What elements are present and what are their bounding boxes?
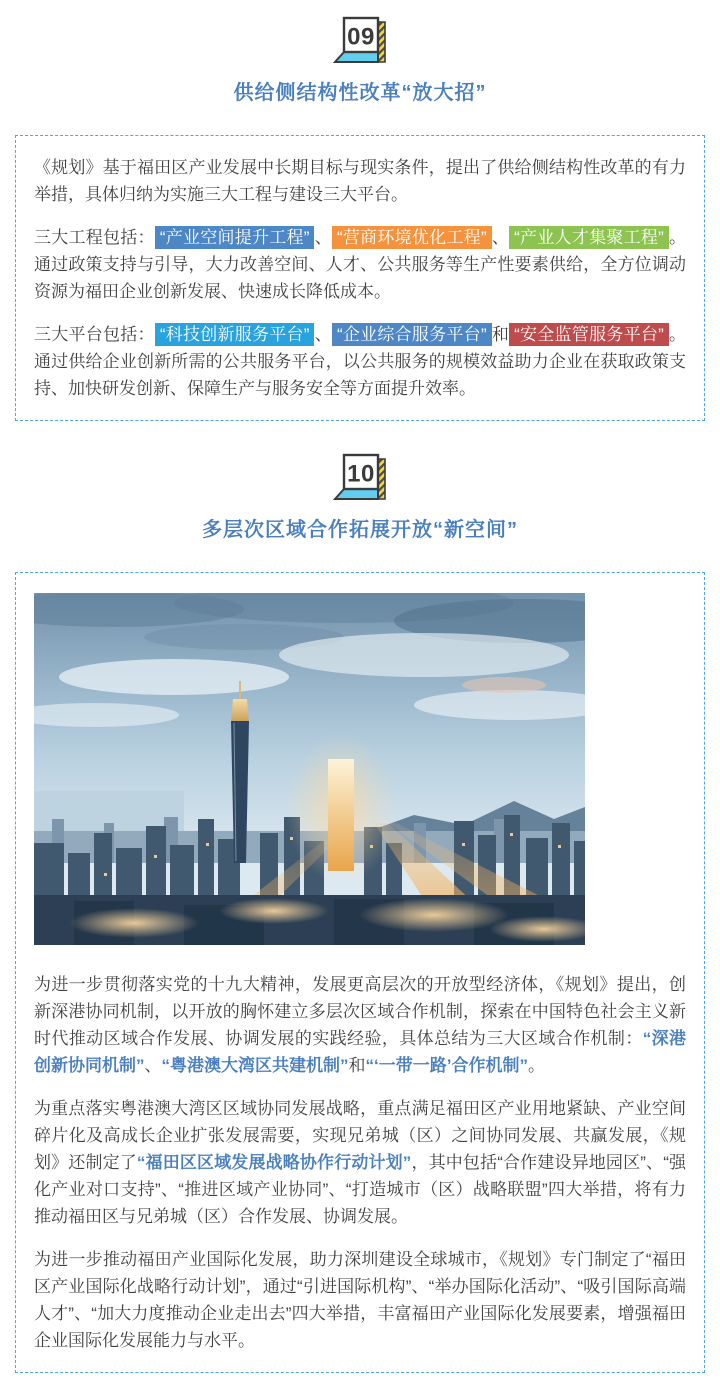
text-segment: 。 <box>527 1056 545 1075</box>
paragraph <box>34 321 686 402</box>
highlight-text: “科技创新服务平台” <box>155 323 315 346</box>
paragraph <box>34 1246 686 1354</box>
highlight-text: “产业人才集聚工程” <box>509 226 669 249</box>
section-10-badge <box>0 421 720 501</box>
section-10 <box>0 421 720 1373</box>
emphasis-text: “深港创新协同机制” <box>34 1029 687 1075</box>
section-09-heading: 供给侧结构性改革“放大招” <box>233 82 487 104</box>
text-segment: 三大平台包括： <box>34 325 155 344</box>
city-skyline-photo[interactable] <box>34 593 585 945</box>
section-09 <box>0 0 720 421</box>
text-segment: 、 <box>314 228 332 247</box>
section-number: 09 <box>347 23 375 51</box>
text-segment: 和 <box>348 1056 366 1075</box>
paragraph <box>34 224 686 305</box>
text-segment: 、 <box>314 325 332 344</box>
section-09-badge <box>0 0 720 64</box>
text-segment: ，其中包括“合作建设异地园区”、“强化产业对口支持”、“推进区域产业协同”、“打造城市（区）战略联盟”四大举措，将有力推动福田区与兄弟城（区）合作发展、协调发展。 <box>34 1153 687 1226</box>
section-09-content-box <box>15 135 705 421</box>
calendar-number-icon <box>332 14 388 64</box>
bottom-spacer <box>0 1373 720 1383</box>
emphasis-text: “福田区区域发展战略协作行动计划” <box>136 1153 412 1172</box>
text-segment: 为进一步贯彻落实党的十九大精神，发展更高层次的开放型经济体，《规划》提出，创新深港协同机制，以开放的胸怀建立多层次区域合作机制，探索在中国特色社会主义新时代推动区域合作发展、协调发展的实践经验，具体总结为三大区域合作机制： <box>34 975 686 1048</box>
highlight-text: “营商环境优化工程” <box>332 226 492 249</box>
photo-container <box>34 593 686 945</box>
text-segment: 、 <box>491 228 510 247</box>
section-10-heading: 多层次区域合作拓展开放“新空间” <box>202 519 518 541</box>
paragraph <box>34 154 686 208</box>
paragraph <box>34 1095 686 1230</box>
paragraph <box>34 971 686 1079</box>
highlight-text: “企业综合服务平台” <box>332 323 492 346</box>
section-number: 10 <box>347 460 375 488</box>
text-segment: 、 <box>144 1056 162 1075</box>
calendar-number-icon <box>332 451 388 501</box>
text-segment: 和 <box>491 325 510 344</box>
highlight-text: “安全监管服务平台” <box>509 323 669 346</box>
text-segment: 《规划》基于福田区产业发展中长期目标与现实条件，提出了供给侧结构性改革的有力举措，具体归纳为实施三大工程与建设三大平台。 <box>34 158 686 204</box>
emphasis-text: “粤港澳大湾区共建机制” <box>161 1056 349 1075</box>
emphasis-text: “‘一带一路’合作机制” <box>365 1056 528 1075</box>
text-segment: 三大工程包括： <box>34 228 155 247</box>
text-segment: 。通过供给企业创新所需的公共服务平台，以公共服务的规模效益助力企业在获取政策支持、加快研发创新、保障生产与服务安全等方面提升效率。 <box>34 325 687 398</box>
section-10-content-box <box>15 572 705 1373</box>
text-segment: 为进一步推动福田产业国际化发展，助力深圳建设全球城市，《规划》专门制定了“福田区产业国际化战略行动计划”，通过“引进国际机构”、“举办国际化活动”、“吸引国际高端人才”、“加大力度推动企业走出去”四大举措，丰富福田产业国际化发展要素，增强福田企业国际化发展能力与水平。 <box>34 1250 686 1350</box>
highlight-text: “产业空间提升工程” <box>155 226 315 249</box>
text-segment: 。通过政策支持与引导，大力改善空间、人才、公共服务等生产性要素供给，全方位调动资源为福田企业创新发展、快速成长降低成本。 <box>34 228 687 301</box>
text-segment: 为重点落实粤港澳大湾区区域协同发展战略，重点满足福田区产业用地紧缺、产业空间碎片化及高成长企业扩张发展需要，实现兄弟城（区）之间协同发展、共赢发展，《规划》还制定了 <box>34 1099 686 1172</box>
